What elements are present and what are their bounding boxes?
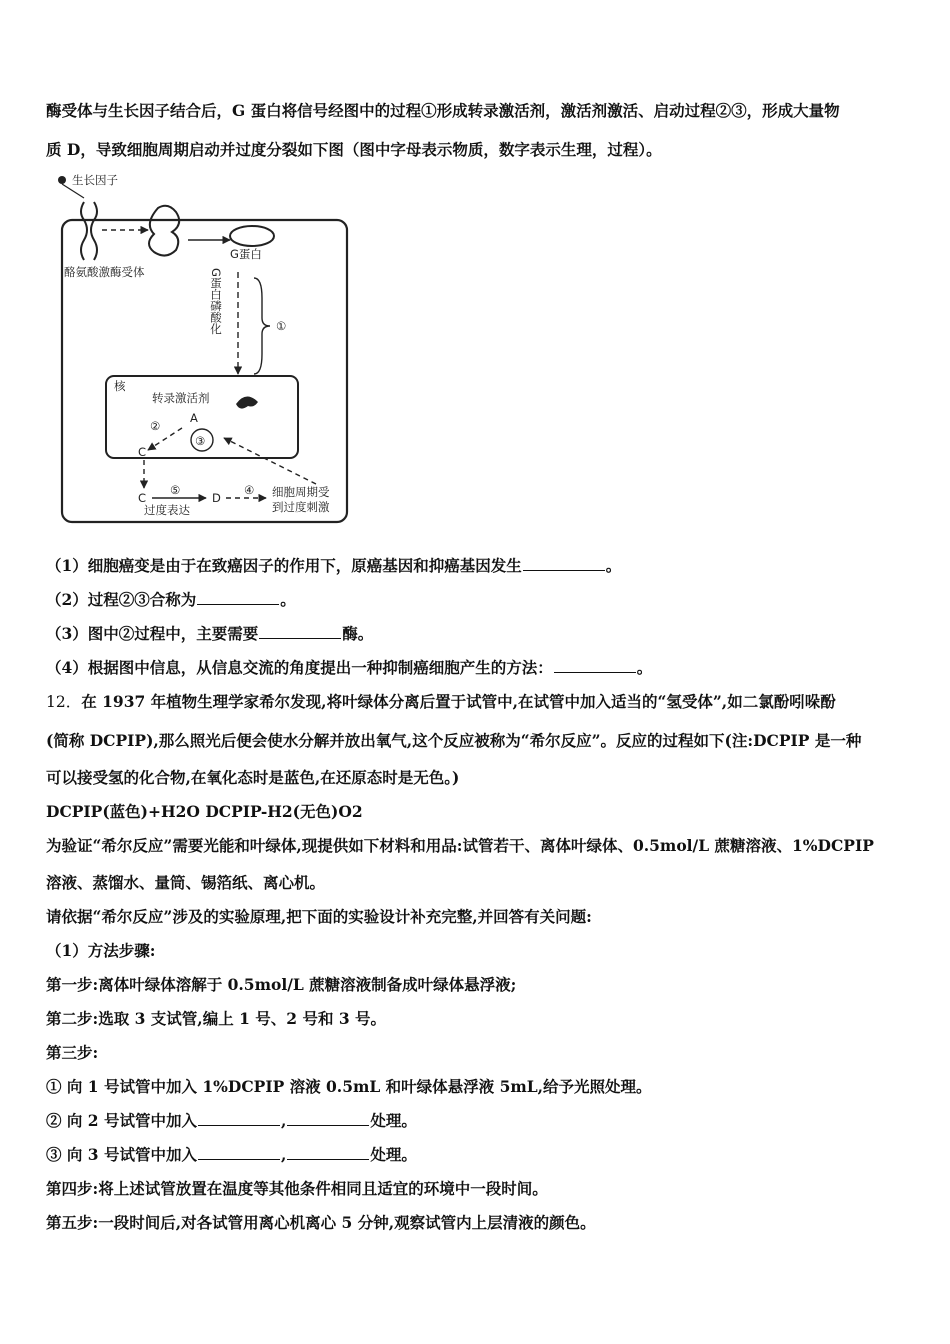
q12-materials-2: 溶液、蒸馏水、量筒、锡箔纸、离心机。 — [46, 873, 326, 892]
q11-part-1: （1）细胞癌变是由于在致癌因子的作用下，原癌基因和抑癌基因发生 。 — [46, 556, 622, 575]
receptor-shape — [81, 202, 97, 260]
q12-step-4: 第四步:将上述试管放置在温度等其他条件相同且适宜的环境中一段时间。 — [46, 1179, 548, 1198]
answer-blank[interactable] — [287, 1145, 369, 1160]
process-1-brace — [254, 278, 270, 374]
process-2-label: ② — [150, 419, 161, 433]
q12-method-title: （1）方法步骤: — [46, 941, 156, 960]
intro-line-1: 酶受体与生长因子结合后，G 蛋白将信号经图中的过程①形成转录激活剂，激活剂激活、启动过程②③，形成大量物 — [46, 101, 840, 120]
label-d: D — [212, 491, 221, 505]
process-3-label: ③ — [195, 434, 206, 448]
q12-instruction: 请依据“希尔反应”涉及的实验原理,把下面的实验设计补充完整,并回答有关问题: — [46, 907, 592, 926]
g-protein-label: G蛋白 — [230, 247, 262, 261]
q12-stem-2: (简称 DCPIP),那么照光后便会使水分解并放出氧气,这个反应被称为“希尔反应”。反应的过程如下(注:DCPIP 是一种 — [46, 731, 862, 750]
q11-part-2: （2）过程②③合称为 。 — [46, 590, 296, 609]
cycle-label-2: 到过度刺激 — [272, 500, 330, 514]
growth-factor-label: 生长因子 — [72, 173, 118, 187]
q12-step-2: 第二步:选取 3 支试管,编上 1 号、2 号和 3 号。 — [46, 1009, 387, 1028]
answer-blank[interactable] — [197, 590, 279, 605]
answer-blank[interactable] — [259, 624, 341, 639]
label-c-outer: C — [138, 491, 147, 505]
q12-step-3-item-2: ② 向 2 号试管中加入 , 处理。 — [46, 1111, 417, 1130]
q12-step-5: 第五步:一段时间后,对各试管用离心机离心 5 分钟,观察试管内上层清液的颜色。 — [46, 1213, 596, 1232]
q11-part-4: （4）根据图中信息，从信息交流的角度提出一种抑制癌细胞产生的方法： 。 — [46, 658, 653, 677]
q12-equation: DCPIP(蓝色)+H2O DCPIP-H2(无色)O2 — [46, 802, 363, 821]
growth-factor-dot — [58, 176, 66, 184]
activator-label: 转录激活剂 — [152, 391, 210, 405]
process-4-label: ④ — [244, 483, 255, 497]
q12-materials-1: 为验证“希尔反应”需要光能和叶绿体,现提供如下材料和用品:试管若干、离体叶绿体、0.5mol/L 蔗糖溶液、1%DCPIP — [46, 836, 874, 855]
process-5-label: ⑤ — [170, 483, 181, 497]
cell-signaling-diagram — [40, 168, 385, 530]
overexpress-label: 过度表达 — [144, 503, 190, 517]
answer-blank[interactable] — [554, 658, 636, 673]
q12-step-3: 第三步: — [46, 1043, 99, 1062]
answer-blank[interactable] — [523, 556, 605, 571]
q12-step-1: 第一步:离体叶绿体溶解于 0.5mol/L 蔗糖溶液制备成叶绿体悬浮液; — [46, 975, 517, 994]
intro-line-2: 质 D，导致细胞周期启动并过度分裂如下图（图中字母表示物质，数字表示生理，过程）。 — [46, 140, 662, 159]
activated-complex — [230, 226, 274, 246]
g-protein-complex — [149, 206, 179, 256]
activator-icon — [236, 396, 258, 408]
answer-blank[interactable] — [198, 1145, 280, 1160]
nucleus-label: 核 — [114, 379, 126, 393]
process-1-label: ① — [276, 319, 287, 333]
q12-stem-3: 可以接受氢的化合物,在氧化态时是蓝色,在还原态时是无色。) — [46, 768, 460, 787]
q11-part-3: （3）图中②过程中，主要需要 酶。 — [46, 624, 374, 643]
q12-stem-1: 12．在 1937 年植物生理学家希尔发现,将叶绿体分离后置于试管中,在试管中加入适当的“氢受体”,如二氯酚吲哚酚 — [46, 692, 836, 711]
label-c-inner: C — [138, 445, 147, 459]
answer-blank[interactable] — [287, 1111, 369, 1126]
receptor-label: 酪氨酸激酶受体 — [64, 265, 145, 279]
answer-blank[interactable] — [198, 1111, 280, 1126]
g-protein-chain-text: G蛋白磷酸化 — [209, 268, 223, 335]
q12-step-3-item-1: ① 向 1 号试管中加入 1%DCPIP 溶液 0.5mL 和叶绿体悬浮液 5mL,给予光照处理。 — [46, 1077, 652, 1096]
cycle-label-1: 细胞周期受 — [272, 485, 330, 499]
q12-step-3-item-3: ③ 向 3 号试管中加入 , 处理。 — [46, 1145, 417, 1164]
question-number: 12． — [46, 693, 82, 711]
label-a: A — [190, 411, 198, 425]
